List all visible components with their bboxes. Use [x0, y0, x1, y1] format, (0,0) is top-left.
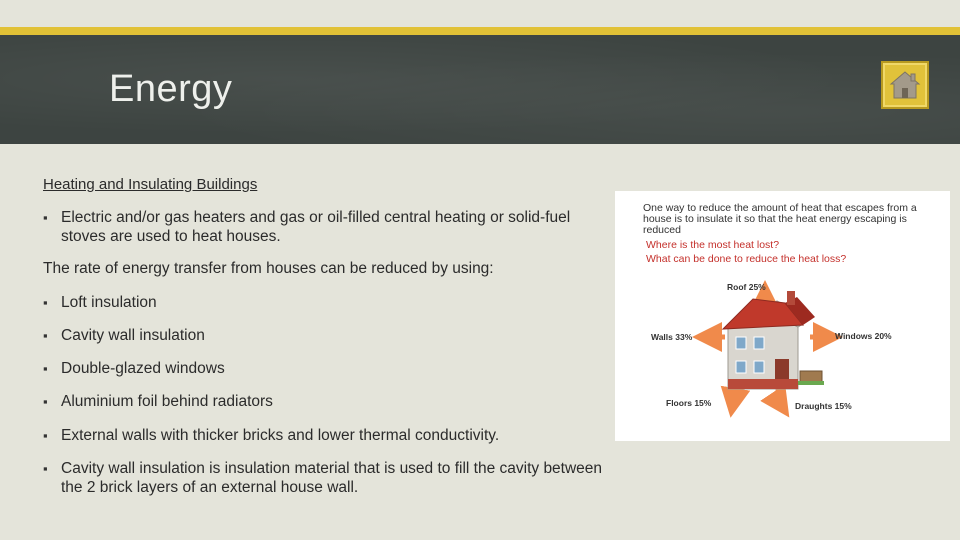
bullet-item: ▪ Loft insulation	[43, 294, 608, 313]
bullet-item: ▪ Cavity wall insulation is insulation material that is used to fill the cavity between the 2 brick layers of an external house wall.	[43, 460, 608, 497]
figure-question: What can be done to reduce the heat loss?	[646, 253, 847, 265]
home-button[interactable]	[881, 61, 929, 109]
top-margin	[0, 0, 960, 27]
bullet-item: ▪ External walls with thicker bricks and lower thermal conductivity.	[43, 427, 608, 446]
bullet-item: ▪ Double-glazed windows	[43, 360, 608, 379]
heat-loss-figure	[615, 191, 950, 441]
draughts-label: Draughts 15%	[795, 401, 852, 411]
roof-label: Roof 25%	[727, 282, 766, 292]
page-title: Energy	[109, 68, 233, 110]
accent-stripe	[0, 27, 960, 35]
bullet-item: ▪ Aluminium foil behind radiators	[43, 393, 608, 412]
walls-label: Walls 33%	[651, 332, 693, 342]
figure-caption: One way to reduce the amount of heat that escapes from a house is to insulate it so that the heat energy escaping is reduced	[643, 202, 917, 236]
rate-text: The rate of energy transfer from houses can be reduced by using:	[43, 260, 494, 277]
home-icon	[889, 69, 921, 101]
section-heading: Heating and Insulating Buildings	[43, 176, 258, 193]
intro-bullet: ▪ Electric and/or gas heaters and gas or oil-filled central heating or solid-fuel stoves are used to heat houses.	[43, 209, 608, 246]
figure-question: Where is the most heat lost?	[646, 239, 780, 251]
windows-label: Windows 20%	[835, 331, 892, 341]
bullet-item: ▪ Cavity wall insulation	[43, 327, 608, 346]
floors-label: Floors 15%	[666, 398, 712, 408]
